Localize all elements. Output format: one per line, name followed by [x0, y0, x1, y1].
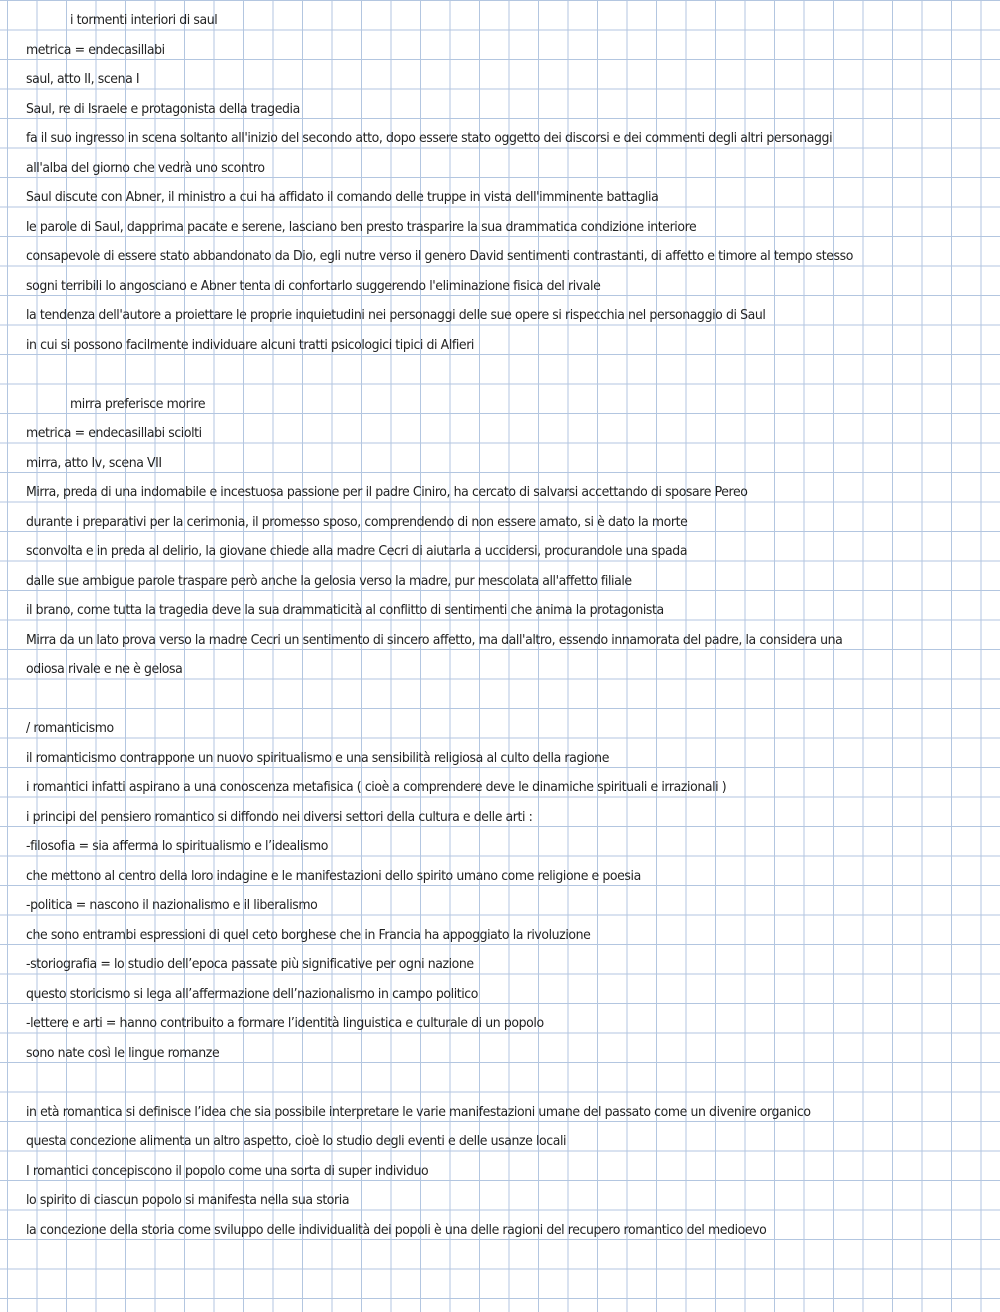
note-line: Mirra da un lato prova verso la madre Cecri un sentimento di sincero affetto, ma dall'altro, essendo innamorata del padre, la considera una: [26, 631, 843, 648]
note-line: Saul discute con Abner, il ministro a cui ha affidato il comando delle truppe in vista dell'imminente battaglia: [26, 189, 659, 205]
note-line: metrica = endecasillabi: [26, 41, 165, 58]
note-line: sogni terribili lo angosciano e Abner tenta di confortarlo suggerendo l'eliminazione fisica del rivale: [26, 277, 601, 294]
note-line: -storiografia = lo studio dell’epoca passate più significative per ogni nazione: [26, 956, 474, 972]
note-line: I romantici concepiscono il popolo come una sorta di super individuo: [26, 1162, 429, 1179]
note-line: fa il suo ingresso in scena soltanto all'inizio del secondo atto, dopo essere stato oggetto dei discorsi e dei commenti degli altri personaggi: [26, 130, 833, 146]
note-line: la concezione della storia come sviluppo delle individualità dei popoli è una delle ragioni del recupero romantico del medioevo: [26, 1221, 767, 1238]
section-title: i tormenti interiori di saul: [70, 12, 218, 28]
note-line: questo storicismo si lega all’affermazione dell’nazionalismo in campo politico: [26, 985, 479, 1002]
note-line: all'alba del giorno che vedrà uno scontro: [26, 159, 265, 176]
note-line: che sono entrambi espressioni di quel ceto borghese che in Francia ha appoggiato la rivoluzione: [26, 926, 591, 943]
note-line: la tendenza dell'autore a proiettare le proprie inquietudini nei personaggi delle sue opere si rispecchia nel personaggio di Saul: [26, 307, 766, 323]
note-line: il brano, come tutta la tragedia deve la sua drammaticità al conflitto di sentimenti che anima la protagonista: [26, 602, 664, 618]
note-line: consapevole di essere stato abbandonato da Dio, egli nutre verso il genero David sentimenti contrastanti, di affetto e timore al tempo stesso: [26, 248, 853, 264]
note-line: -lettere e arti = hanno contribuito a formare l’identità linguistica e culturale di un popolo: [26, 1015, 544, 1031]
note-line: -politica = nascono il nazionalismo e il liberalismo: [26, 897, 318, 913]
note-line: in cui si possono facilmente individuare alcuni tratti psicologici tipici di Alfieri: [26, 336, 475, 353]
note-line: Saul, re di Israele e protagonista della tragedia: [26, 100, 300, 117]
note-line: odiosa rivale e ne è gelosa: [26, 661, 183, 677]
note-line: le parole di Saul, dapprima pacate e serene, lasciano ben presto trasparire la sua drammatica condizione interiore: [26, 218, 697, 235]
note-line: -filosofia = sia afferma lo spiritualismo e l’idealismo: [26, 838, 329, 854]
note-line: durante i preparativi per la cerimonia, il promesso sposo, comprendendo di non essere amato, si è dato la morte: [26, 513, 688, 530]
note-line: metrica = endecasillabi sciolti: [26, 425, 202, 441]
note-line: in età romantica si definisce l’idea che sia possibile interpretare le varie manifestazioni umane del passato come un divenire organico: [26, 1103, 811, 1120]
note-line: mirra, atto Iv, scena VII: [26, 454, 162, 471]
note-line: che mettono al centro della loro indagine e le manifestazioni dello spirito umano come religione e poesia: [26, 867, 641, 884]
note-line: i principi del pensiero romantico si diffondo nei diversi settori della cultura e delle arti :: [26, 808, 533, 825]
note-line: / romanticismo: [26, 720, 114, 736]
note-line: il romanticismo contrappone un nuovo spiritualismo e una sensibilità religiosa al culto della ragione: [26, 749, 609, 766]
note-line: questa concezione alimenta un altro aspetto, cioè lo studio degli eventi e delle usanze locali: [26, 1133, 567, 1149]
note-line: sono nate così le lingue romanze: [26, 1044, 220, 1061]
note-line: i romantici infatti aspirano a una conoscenza metafisica ( cioè a comprendere deve le dinamiche spirituali e irrazionali ): [26, 779, 727, 795]
section-title: mirra preferisce morire: [70, 395, 206, 412]
note-line: sconvolta e in preda al delirio, la giovane chiede alla madre Cecri di aiutarla a uccidersi, procurandole una spada: [26, 543, 688, 559]
note-line: Mirra, preda di una indomabile e incestuosa passione per il padre Ciniro, ha cercato di salvarsi accettando di sposare Pereo: [26, 484, 748, 500]
note-line: saul, atto II, scena I: [26, 71, 140, 87]
note-line: dalle sue ambigue parole traspare però anche la gelosia verso la madre, pur mescolata all'affetto filiale: [26, 572, 632, 589]
note-line: lo spirito di ciascun popolo si manifesta nella sua storia: [26, 1192, 350, 1208]
